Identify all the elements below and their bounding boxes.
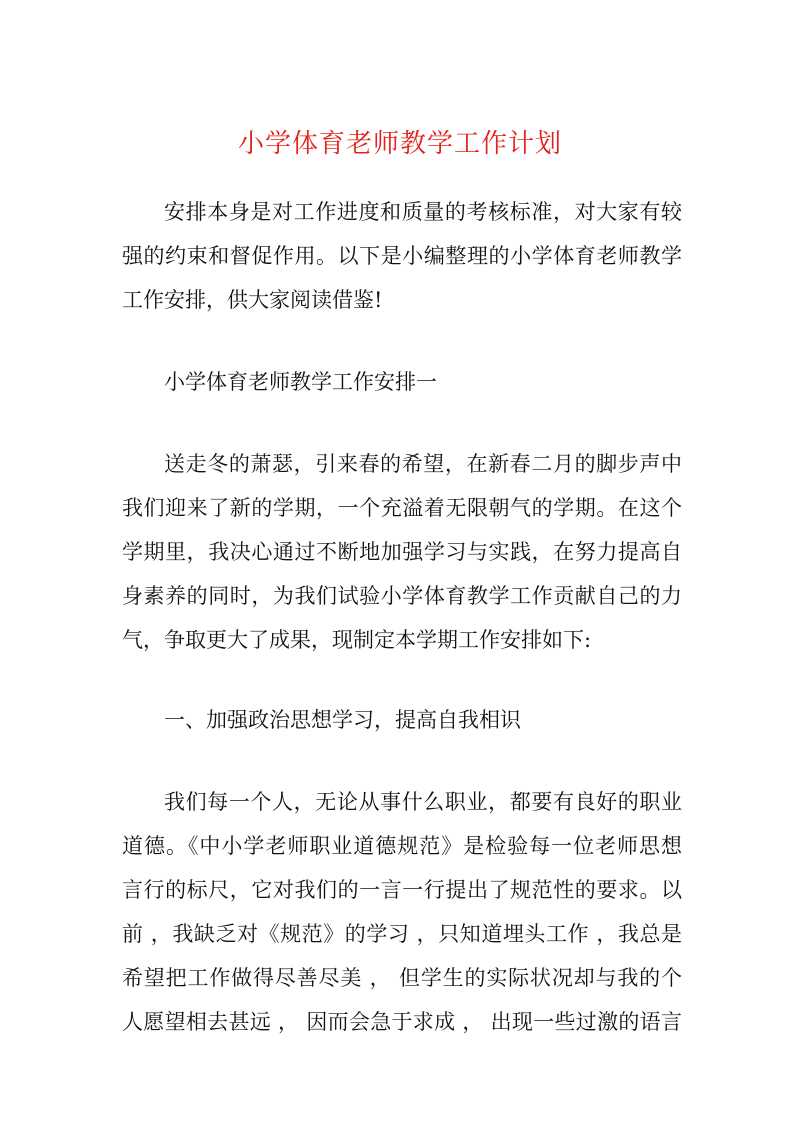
paragraph-line: 工作安排，供大家阅读借鉴! [122, 288, 383, 312]
paragraph-line: 我们迎来了新的学期，一个充溢着无限朝气的学期。在这个 [122, 496, 682, 520]
paragraph-line: 希望把工作做得尽善尽美 ， 但学生的实际状况却与我的个 [122, 966, 682, 990]
paragraph-line: 学期里，我决心通过不断地加强学习与实践，在努力提高自 [122, 540, 682, 564]
paragraph-line: 强的约束和督促作用。以下是小编整理的小学体育老师教学 [122, 244, 682, 268]
paragraph-line: 送走冬的萧瑟，引来春的希望，在新春二月的脚步声中 [164, 452, 682, 476]
document-title: 小学体育老师教学工作计划 [237, 129, 562, 159]
paragraph-line: 人愿望相去甚远 ， 因而会急于求成 ， 出现一些过激的语言 [122, 1010, 682, 1034]
paragraph-line: 我们每一个人，无论从事什么职业，都要有良好的职业 [164, 790, 682, 814]
section-heading: 小学体育老师教学工作安排一 [164, 370, 437, 394]
paragraph-line: 言行的标尺，它对我们的一言一行提出了规范性的要求。以 [122, 878, 682, 902]
paragraph-line: 气，争取更大了成果，现制定本学期工作安排如下: [122, 628, 592, 652]
paragraph-line: 安排本身是对工作进度和质量的考核标准，对大家有较 [164, 200, 682, 224]
paragraph-line: 身素养的同时，为我们试验小学体育教学工作贡献自己的力 [122, 584, 682, 608]
paragraph-line: 前 ，我缺乏对《规范》的学习 ，只知道埋头工作 ，我总是 [122, 922, 682, 946]
paragraph-line: 道德。《中小学老师职业道德规范》是检验每一位老师思想 [122, 834, 682, 858]
section-heading: 一、加强政治思想学习，提高自我相识 [164, 708, 521, 732]
